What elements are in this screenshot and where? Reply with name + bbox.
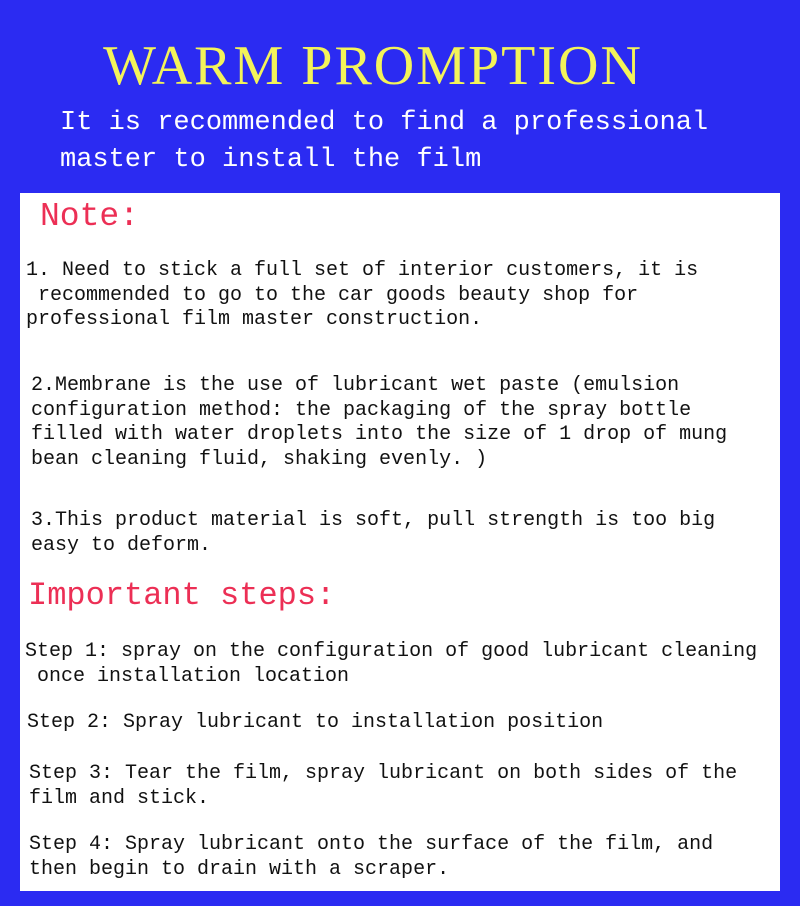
step-1: Step 1: spray on the configuration of good lubricant cleaning once installation location: [25, 640, 758, 688]
step-2: Step 2: Spray lubricant to installation position: [27, 711, 604, 734]
content-panel: [20, 193, 780, 891]
bottom-border: [0, 891, 800, 906]
note-item-3: 3.This product material is soft, pull strength is too big easy to deform.: [31, 509, 716, 557]
page-subtitle: It is recommended to find a professional master to install the film: [60, 108, 709, 175]
note-heading: Note:: [40, 198, 140, 235]
note-item-1: 1. Need to stick a full set of interior customers, it is recommended to go to the car goods beauty shop for professional film master construction.: [26, 259, 699, 331]
steps-heading: Important steps:: [28, 577, 336, 614]
step-3: Step 3: Tear the film, spray lubricant on both sides of the film and stick.: [29, 762, 738, 810]
note-item-2: 2.Membrane is the use of lubricant wet paste (emulsion configuration method: the packaging of the spray bottle filled with water droplets into the size of 1 drop of mung bean cleaning fluid, shaking evenly. ): [31, 374, 728, 471]
step-4: Step 4: Spray lubricant onto the surface of the film, and then begin to drain with a scraper.: [29, 833, 714, 881]
page-title: WARM PROMPTION: [103, 35, 643, 97]
